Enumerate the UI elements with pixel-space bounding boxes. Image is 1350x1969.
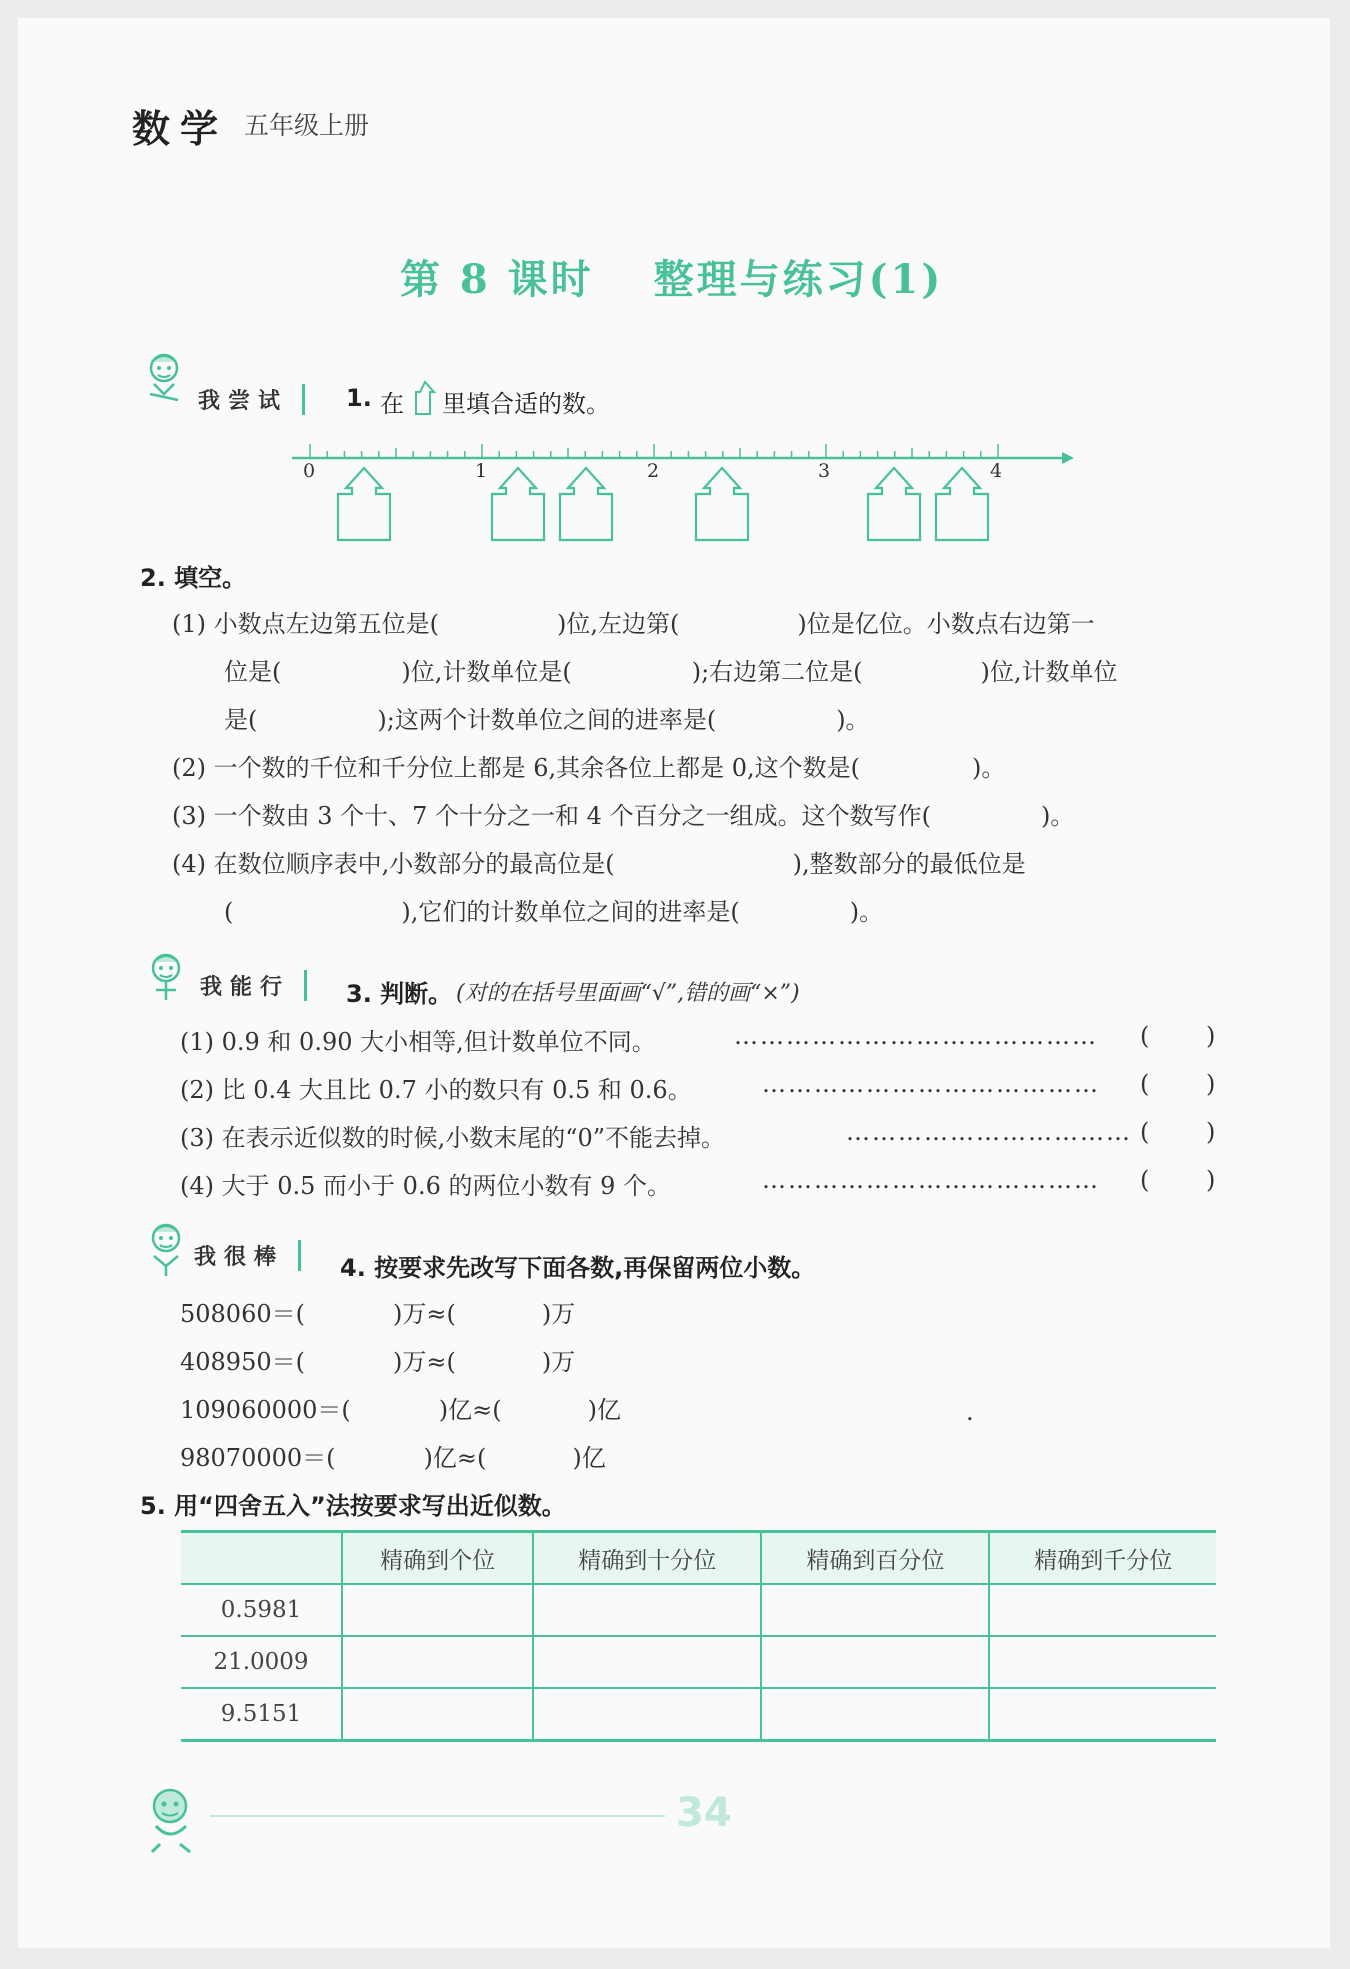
answer-cell[interactable]: [761, 1584, 989, 1636]
row-label: 9.5151: [181, 1688, 342, 1741]
arrow-box-icon: [414, 380, 436, 416]
stray-dot: .: [966, 1398, 974, 1426]
table-header-tenths: 精确到十分位: [533, 1532, 761, 1585]
q1-number: 1.: [346, 384, 372, 412]
q2-item3: (3) 一个数由 3 个十、7 个十分之一和 4 个百分之一组成。这个数写作( )。: [172, 802, 1075, 830]
answer-box-3[interactable]: [558, 466, 614, 542]
answer-cell[interactable]: [989, 1688, 1216, 1741]
table-header-hundredths: 精确到百分位: [761, 1532, 989, 1585]
lesson-title: 第 8 课时 整理与练习(1): [400, 256, 944, 303]
mascot-icon: [142, 1220, 190, 1280]
q2-item1-line3: 是( );这两个计数单位之间的进率是( )。: [224, 706, 870, 734]
mascot-icon: [140, 350, 188, 410]
table-header-ones: 精确到个位: [342, 1532, 533, 1585]
row-label: 0.5981: [181, 1584, 342, 1636]
q4-row-4: 98070000＝( )亿≈( )亿: [180, 1444, 606, 1472]
q1-prompt-before: 在: [380, 390, 404, 418]
q3-instruction: (对的在括号里面画“√”,错的画“×”): [456, 981, 800, 1006]
tick-label-3: 3: [818, 460, 831, 482]
q3-title: 3. 判断。: [346, 980, 453, 1008]
answer-cell[interactable]: [342, 1688, 533, 1741]
q3-paren-close-2[interactable]: ): [1206, 1070, 1216, 1098]
q3-item-2: (2) 比 0.4 大且比 0.7 小的数只有 0.5 和 0.6。: [180, 1076, 692, 1104]
tick-label-1: 1: [475, 460, 488, 482]
q1-prompt-after: 里填合适的数。: [442, 390, 610, 418]
tick-label-0: 0: [303, 460, 316, 482]
answer-cell[interactable]: [533, 1688, 761, 1741]
q3-paren-close-1[interactable]: ): [1206, 1022, 1216, 1050]
q3-paren-open-3: (: [1140, 1118, 1150, 1146]
answer-box-1[interactable]: [336, 466, 392, 542]
q4-title: 4. 按要求先改写下面各数,再保留两位小数。: [340, 1254, 816, 1282]
section-badge-try: 我尝试: [198, 384, 305, 415]
approximation-table: [181, 1530, 1216, 1742]
answer-box-4[interactable]: [694, 466, 750, 542]
q3-paren-open-1: (: [1140, 1022, 1150, 1050]
leader-dots: …………………………………: [762, 1070, 1100, 1098]
grade-label: 五年级上册: [244, 111, 370, 140]
q3-paren-close-3[interactable]: ): [1206, 1118, 1216, 1146]
answer-cell[interactable]: [342, 1636, 533, 1688]
q3-paren-open-2: (: [1140, 1070, 1150, 1098]
q3-item-4: (4) 大于 0.5 而小于 0.6 的两位小数有 9 个。: [180, 1172, 672, 1200]
answer-cell[interactable]: [989, 1636, 1216, 1688]
answer-cell[interactable]: [533, 1636, 761, 1688]
q5-title: 5. 用“四舍五入”法按要求写出近似数。: [140, 1492, 566, 1520]
q4-row-1: 508060＝( )万≈( )万: [180, 1300, 576, 1328]
answer-box-6[interactable]: [934, 466, 990, 542]
q4-row-2: 408950＝( )万≈( )万: [180, 1348, 576, 1376]
table-row: [181, 1636, 1216, 1688]
answer-box-5[interactable]: [866, 466, 922, 542]
q3-paren-open-4: (: [1140, 1166, 1150, 1194]
q3-paren-close-4[interactable]: ): [1206, 1166, 1216, 1194]
leader-dots: ……………………………: [846, 1118, 1132, 1146]
answer-cell[interactable]: [342, 1584, 533, 1636]
leader-dots: ……………………………………: [734, 1022, 1098, 1050]
table-row: [181, 1584, 1216, 1636]
q4-row-3: 109060000＝( )亿≈( )亿: [180, 1396, 622, 1424]
q2-item4-line1: (4) 在数位顺序表中,小数部分的最高位是( ),整数部分的最低位是: [172, 850, 1026, 878]
section-badge-great: 我很棒: [194, 1240, 301, 1271]
subject-title: 数学: [132, 107, 229, 151]
tick-label-2: 2: [647, 460, 660, 482]
table-row: [181, 1688, 1216, 1741]
q2-item1-line1: (1) 小数点左边第五位是( )位,左边第( )位是亿位。小数点右边第一: [172, 610, 1095, 638]
table-header-empty: [181, 1532, 342, 1585]
page-number: 34: [676, 1790, 732, 1836]
section-badge-can: 我能行: [200, 970, 307, 1001]
table-header-row: [181, 1532, 1216, 1585]
answer-cell[interactable]: [533, 1584, 761, 1636]
footer-mascot-icon: [140, 1782, 210, 1854]
answer-box-2[interactable]: [490, 466, 546, 542]
q2-title: 2. 填空。: [140, 564, 247, 592]
table-header-thousandths: 精确到千分位: [989, 1532, 1216, 1585]
q3-item-1: (1) 0.9 和 0.90 大小相等,但计数单位不同。: [180, 1028, 656, 1056]
mascot-icon: [142, 950, 190, 1010]
q2-item1-line2: 位是( )位,计数单位是( );右边第二位是( )位,计数单位: [224, 658, 1118, 686]
row-label: 21.0009: [181, 1636, 342, 1688]
q2-item4-line2: ( ),它们的计数单位之间的进率是( )。: [224, 898, 884, 926]
answer-cell[interactable]: [761, 1688, 989, 1741]
q3-item-3: (3) 在表示近似数的时候,小数末尾的“0”不能去掉。: [180, 1124, 726, 1152]
answer-cell[interactable]: [761, 1636, 989, 1688]
tick-label-4: 4: [990, 460, 1003, 482]
leader-dots: …………………………………: [762, 1166, 1100, 1194]
footer-rule: [210, 1815, 665, 1817]
q2-item2: (2) 一个数的千位和千分位上都是 6,其余各位上都是 0,这个数是( )。: [172, 754, 1006, 782]
answer-cell[interactable]: [989, 1584, 1216, 1636]
